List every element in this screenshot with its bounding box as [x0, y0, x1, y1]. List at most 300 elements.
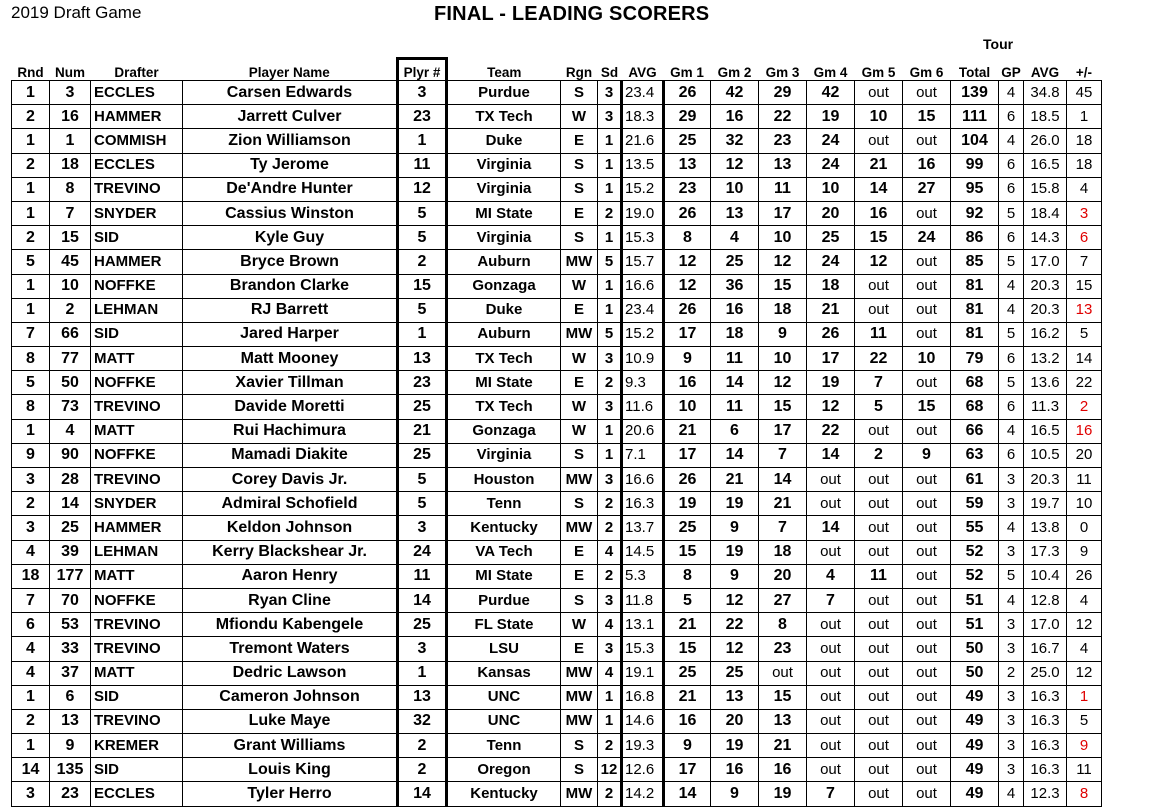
cell-gm3: 15 — [759, 685, 807, 709]
cell-player: Brandon Clarke — [183, 274, 398, 298]
cell-total: 95 — [951, 177, 999, 201]
column-header-gm2: Gm 2 — [717, 65, 752, 80]
table-row — [12, 347, 1102, 371]
cell-avg: 11.6 — [622, 395, 664, 419]
table-row — [12, 661, 1102, 685]
cell-pm: 45 — [1067, 81, 1102, 105]
cell-sd: 2 — [598, 734, 622, 758]
cell-gm2: 21 — [711, 468, 759, 492]
cell-gm6: out — [903, 516, 951, 540]
table-row — [12, 443, 1102, 467]
cell-gm5: 5 — [855, 395, 903, 419]
cell-avg: 20.6 — [622, 419, 664, 443]
cell-gm4: out — [807, 637, 855, 661]
cell-rnd: 1 — [12, 177, 50, 201]
cell-rnd: 14 — [12, 758, 50, 782]
cell-drafter: TREVINO — [91, 468, 183, 492]
table-row — [12, 177, 1102, 201]
cell-avg: 11.8 — [622, 588, 664, 612]
cell-gm2: 16 — [711, 298, 759, 322]
cell-gm1: 16 — [664, 371, 711, 395]
cell-plyr: 23 — [398, 105, 447, 129]
cell-rnd: 1 — [12, 274, 50, 298]
cell-gm5: 2 — [855, 443, 903, 467]
cell-rgn: MW — [561, 685, 598, 709]
cell-rgn: W — [561, 347, 598, 371]
cell-avg2: 11.3 — [1024, 395, 1067, 419]
cell-gm1: 26 — [664, 81, 711, 105]
cell-avg2: 10.4 — [1024, 564, 1067, 588]
cell-pm: 4 — [1067, 177, 1102, 201]
cell-total: 63 — [951, 443, 999, 467]
cell-plyr: 2 — [398, 734, 447, 758]
cell-gm2: 10 — [711, 177, 759, 201]
cell-gm3: 12 — [759, 371, 807, 395]
cell-num: 8 — [50, 177, 91, 201]
cell-rnd: 1 — [12, 129, 50, 153]
cell-gm1: 9 — [664, 734, 711, 758]
cell-rnd: 5 — [12, 250, 50, 274]
cell-team: MI State — [447, 564, 561, 588]
cell-gm1: 10 — [664, 395, 711, 419]
cell-gp: 4 — [999, 274, 1024, 298]
cell-gm6: out — [903, 371, 951, 395]
cell-rnd: 7 — [12, 322, 50, 346]
cell-avg2: 34.8 — [1024, 81, 1067, 105]
cell-team: Auburn — [447, 250, 561, 274]
cell-drafter: LEHMAN — [91, 298, 183, 322]
cell-gp: 3 — [999, 685, 1024, 709]
cell-pm: 10 — [1067, 492, 1102, 516]
cell-avg: 13.5 — [622, 153, 664, 177]
cell-num: 66 — [50, 322, 91, 346]
cell-gm5: 7 — [855, 371, 903, 395]
cell-sd: 3 — [598, 588, 622, 612]
cell-gm2: 20 — [711, 709, 759, 733]
cell-gm3: 17 — [759, 201, 807, 225]
cell-gm4: 7 — [807, 588, 855, 612]
table-row — [12, 468, 1102, 492]
cell-rnd: 1 — [12, 734, 50, 758]
cell-avg2: 16.3 — [1024, 758, 1067, 782]
cell-plyr: 23 — [398, 371, 447, 395]
table-row — [12, 250, 1102, 274]
cell-avg: 15.2 — [622, 322, 664, 346]
cell-team: Duke — [447, 298, 561, 322]
cell-total: 139 — [951, 81, 999, 105]
cell-rgn: MW — [561, 468, 598, 492]
cell-sd: 4 — [598, 661, 622, 685]
cell-drafter: ECCLES — [91, 153, 183, 177]
cell-num: 9 — [50, 734, 91, 758]
cell-rnd: 4 — [12, 637, 50, 661]
cell-gm3: 14 — [759, 468, 807, 492]
cell-avg2: 14.3 — [1024, 226, 1067, 250]
cell-total: 111 — [951, 105, 999, 129]
cell-rgn: S — [561, 492, 598, 516]
cell-gm4: 24 — [807, 250, 855, 274]
cell-player: Zion Williamson — [183, 129, 398, 153]
table-row — [12, 564, 1102, 588]
cell-gm2: 19 — [711, 540, 759, 564]
cell-plyr: 21 — [398, 419, 447, 443]
cell-avg: 13.7 — [622, 516, 664, 540]
cell-team: Purdue — [447, 588, 561, 612]
table-row — [12, 298, 1102, 322]
cell-avg: 16.6 — [622, 274, 664, 298]
cell-rnd: 1 — [12, 685, 50, 709]
cell-gm1: 15 — [664, 540, 711, 564]
cell-avg2: 13.2 — [1024, 347, 1067, 371]
cell-num: 3 — [50, 81, 91, 105]
cell-gm5: 14 — [855, 177, 903, 201]
cell-gm1: 9 — [664, 347, 711, 371]
cell-player: Jared Harper — [183, 322, 398, 346]
cell-total: 49 — [951, 758, 999, 782]
cell-total: 49 — [951, 734, 999, 758]
cell-num: 16 — [50, 105, 91, 129]
cell-num: 37 — [50, 661, 91, 685]
cell-gm4: out — [807, 734, 855, 758]
cell-player: De'Andre Hunter — [183, 177, 398, 201]
cell-avg2: 16.5 — [1024, 419, 1067, 443]
cell-rgn: MW — [561, 250, 598, 274]
cell-drafter: TREVINO — [91, 395, 183, 419]
cell-rgn: E — [561, 201, 598, 225]
cell-player: Luke Maye — [183, 709, 398, 733]
cell-gm4: 12 — [807, 395, 855, 419]
cell-drafter: SID — [91, 322, 183, 346]
cell-gm6: 9 — [903, 443, 951, 467]
cell-num: 18 — [50, 153, 91, 177]
cell-team: UNC — [447, 709, 561, 733]
cell-gp: 3 — [999, 637, 1024, 661]
cell-gm4: 19 — [807, 371, 855, 395]
cell-num: 25 — [50, 516, 91, 540]
cell-team: Tenn — [447, 492, 561, 516]
cell-avg2: 19.7 — [1024, 492, 1067, 516]
cell-avg: 16.3 — [622, 492, 664, 516]
cell-drafter: COMMISH — [91, 129, 183, 153]
cell-total: 51 — [951, 588, 999, 612]
table-row — [12, 613, 1102, 637]
cell-team: Oregon — [447, 758, 561, 782]
cell-gm5: out — [855, 709, 903, 733]
cell-gm3: 11 — [759, 177, 807, 201]
cell-plyr: 3 — [398, 637, 447, 661]
cell-rnd: 3 — [12, 782, 50, 806]
cell-avg2: 25.0 — [1024, 661, 1067, 685]
cell-gm3: 10 — [759, 347, 807, 371]
cell-drafter: SID — [91, 685, 183, 709]
cell-avg2: 20.3 — [1024, 468, 1067, 492]
cell-team: TX Tech — [447, 347, 561, 371]
cell-gp: 2 — [999, 661, 1024, 685]
cell-gm1: 16 — [664, 709, 711, 733]
cell-pm: 18 — [1067, 153, 1102, 177]
cell-avg: 15.3 — [622, 637, 664, 661]
table-row — [12, 734, 1102, 758]
cell-avg: 23.4 — [622, 81, 664, 105]
cell-rgn: MW — [561, 709, 598, 733]
cell-rgn: E — [561, 540, 598, 564]
cell-gm2: 25 — [711, 250, 759, 274]
cell-plyr: 12 — [398, 177, 447, 201]
cell-num: 1 — [50, 129, 91, 153]
cell-total: 55 — [951, 516, 999, 540]
cell-drafter: NOFFKE — [91, 443, 183, 467]
table-row — [12, 153, 1102, 177]
cell-avg2: 16.7 — [1024, 637, 1067, 661]
cell-gm5: out — [855, 637, 903, 661]
column-header-rgn: Rgn — [565, 65, 593, 80]
cell-gp: 6 — [999, 395, 1024, 419]
cell-total: 79 — [951, 347, 999, 371]
cell-sd: 1 — [598, 177, 622, 201]
table-row — [12, 492, 1102, 516]
cell-plyr: 14 — [398, 782, 447, 806]
cell-gp: 4 — [999, 298, 1024, 322]
cell-player: Admiral Schofield — [183, 492, 398, 516]
cell-gm6: out — [903, 81, 951, 105]
cell-gm3: 7 — [759, 443, 807, 467]
cell-gm5: out — [855, 588, 903, 612]
cell-gm3: 21 — [759, 492, 807, 516]
cell-rgn: E — [561, 637, 598, 661]
cell-total: 92 — [951, 201, 999, 225]
table-row — [12, 419, 1102, 443]
cell-avg2: 13.8 — [1024, 516, 1067, 540]
cell-avg2: 10.5 — [1024, 443, 1067, 467]
cell-player: Tyler Herro — [183, 782, 398, 806]
cell-sd: 2 — [598, 564, 622, 588]
cell-gm6: out — [903, 419, 951, 443]
cell-avg: 14.6 — [622, 709, 664, 733]
cell-total: 86 — [951, 226, 999, 250]
cell-total: 81 — [951, 274, 999, 298]
cell-sd: 12 — [598, 758, 622, 782]
cell-gm1: 25 — [664, 129, 711, 153]
cell-rgn: E — [561, 564, 598, 588]
cell-gm4: 18 — [807, 274, 855, 298]
cell-pm: 8 — [1067, 782, 1102, 806]
cell-rnd: 3 — [12, 516, 50, 540]
table-row — [12, 637, 1102, 661]
cell-drafter: TREVINO — [91, 177, 183, 201]
cell-gm6: 27 — [903, 177, 951, 201]
cell-num: 13 — [50, 709, 91, 733]
cell-gm4: out — [807, 709, 855, 733]
cell-total: 104 — [951, 129, 999, 153]
table-row — [12, 322, 1102, 346]
cell-gm2: 19 — [711, 734, 759, 758]
cell-gm5: out — [855, 782, 903, 806]
column-header-avg2: AVG — [1030, 65, 1060, 80]
cell-gm4: 14 — [807, 516, 855, 540]
cell-pm: 9 — [1067, 540, 1102, 564]
cell-total: 49 — [951, 685, 999, 709]
cell-sd: 1 — [598, 685, 622, 709]
cell-gm5: out — [855, 758, 903, 782]
cell-rgn: S — [561, 443, 598, 467]
cell-gm2: 22 — [711, 613, 759, 637]
cell-rgn: E — [561, 371, 598, 395]
cell-team: FL State — [447, 613, 561, 637]
cell-gm6: out — [903, 709, 951, 733]
cell-gm4: 22 — [807, 419, 855, 443]
cell-drafter: TREVINO — [91, 637, 183, 661]
cell-gp: 4 — [999, 81, 1024, 105]
table-row — [12, 274, 1102, 298]
cell-rgn: S — [561, 153, 598, 177]
table-row — [12, 395, 1102, 419]
cell-gp: 5 — [999, 371, 1024, 395]
cell-gm2: 12 — [711, 153, 759, 177]
cell-gm1: 17 — [664, 443, 711, 467]
cell-gm3: 22 — [759, 105, 807, 129]
cell-total: 99 — [951, 153, 999, 177]
cell-gm2: 19 — [711, 492, 759, 516]
cell-num: 135 — [50, 758, 91, 782]
cell-sd: 1 — [598, 443, 622, 467]
cell-player: Grant Williams — [183, 734, 398, 758]
cell-gm5: 11 — [855, 322, 903, 346]
cell-player: RJ Barrett — [183, 298, 398, 322]
cell-gm6: out — [903, 274, 951, 298]
cell-pm: 1 — [1067, 105, 1102, 129]
cell-sd: 1 — [598, 419, 622, 443]
cell-pm: 12 — [1067, 661, 1102, 685]
cell-rgn: W — [561, 419, 598, 443]
cell-gm5: out — [855, 492, 903, 516]
cell-gm6: 10 — [903, 347, 951, 371]
cell-team: Kentucky — [447, 516, 561, 540]
doc-title: 2019 Draft Game — [11, 3, 142, 22]
cell-avg2: 18.5 — [1024, 105, 1067, 129]
cell-drafter: TREVINO — [91, 613, 183, 637]
cell-avg: 13.1 — [622, 613, 664, 637]
cell-rgn: E — [561, 298, 598, 322]
table-row — [12, 105, 1102, 129]
cell-total: 61 — [951, 468, 999, 492]
cell-rnd: 2 — [12, 105, 50, 129]
cell-plyr: 5 — [398, 468, 447, 492]
cell-gm1: 25 — [664, 516, 711, 540]
cell-gm5: out — [855, 540, 903, 564]
cell-player: Xavier Tillman — [183, 371, 398, 395]
cell-gm3: out — [759, 661, 807, 685]
cell-plyr: 2 — [398, 250, 447, 274]
cell-gm1: 5 — [664, 588, 711, 612]
cell-num: 177 — [50, 564, 91, 588]
cell-plyr: 1 — [398, 129, 447, 153]
cell-gm2: 12 — [711, 637, 759, 661]
cell-gm5: out — [855, 613, 903, 637]
cell-gp: 4 — [999, 588, 1024, 612]
cell-gm5: out — [855, 734, 903, 758]
cell-gm1: 14 — [664, 782, 711, 806]
cell-player: Davide Moretti — [183, 395, 398, 419]
column-header-drafter: Drafter — [114, 65, 159, 80]
column-header-gm6: Gm 6 — [909, 65, 944, 80]
cell-gm4: out — [807, 468, 855, 492]
cell-gm3: 10 — [759, 226, 807, 250]
cell-gp: 6 — [999, 153, 1024, 177]
cell-gm3: 18 — [759, 540, 807, 564]
cell-drafter: NOFFKE — [91, 371, 183, 395]
cell-rnd: 1 — [12, 81, 50, 105]
cell-plyr: 1 — [398, 661, 447, 685]
cell-num: 2 — [50, 298, 91, 322]
cell-team: Kansas — [447, 661, 561, 685]
cell-rgn: MW — [561, 322, 598, 346]
cell-sd: 1 — [598, 153, 622, 177]
cell-gm6: out — [903, 685, 951, 709]
cell-gm2: 18 — [711, 322, 759, 346]
cell-avg2: 12.8 — [1024, 588, 1067, 612]
cell-gm4: 42 — [807, 81, 855, 105]
cell-avg2: 16.3 — [1024, 685, 1067, 709]
cell-pm: 16 — [1067, 419, 1102, 443]
cell-gm5: out — [855, 274, 903, 298]
cell-player: Cassius Winston — [183, 201, 398, 225]
cell-pm: 1 — [1067, 685, 1102, 709]
cell-player: Ty Jerome — [183, 153, 398, 177]
cell-avg: 14.5 — [622, 540, 664, 564]
column-header-sd: Sd — [600, 65, 619, 80]
table-row — [12, 201, 1102, 225]
cell-gm1: 8 — [664, 226, 711, 250]
cell-team: Duke — [447, 129, 561, 153]
table-row — [12, 782, 1102, 806]
header-row — [12, 59, 1102, 81]
table-row — [12, 81, 1102, 105]
cell-avg: 14.2 — [622, 782, 664, 806]
cell-pm: 5 — [1067, 709, 1102, 733]
cell-gp: 5 — [999, 564, 1024, 588]
cell-gm5: 22 — [855, 347, 903, 371]
cell-gm1: 12 — [664, 274, 711, 298]
cell-rgn: MW — [561, 782, 598, 806]
cell-gm2: 9 — [711, 516, 759, 540]
cell-gm2: 9 — [711, 564, 759, 588]
cell-rnd: 5 — [12, 371, 50, 395]
cell-rgn: W — [561, 395, 598, 419]
cell-plyr: 1 — [398, 322, 447, 346]
cell-gm3: 18 — [759, 298, 807, 322]
cell-gm1: 17 — [664, 758, 711, 782]
cell-pm: 20 — [1067, 443, 1102, 467]
cell-gm2: 4 — [711, 226, 759, 250]
cell-drafter: SNYDER — [91, 492, 183, 516]
cell-gm3: 19 — [759, 782, 807, 806]
cell-team: Gonzaga — [447, 419, 561, 443]
cell-team: Gonzaga — [447, 274, 561, 298]
cell-gm4: 20 — [807, 201, 855, 225]
cell-sd: 1 — [598, 274, 622, 298]
column-header-gm5: Gm 5 — [861, 65, 896, 80]
cell-num: 70 — [50, 588, 91, 612]
cell-total: 49 — [951, 709, 999, 733]
cell-gm4: out — [807, 758, 855, 782]
table-row — [12, 129, 1102, 153]
cell-sd: 1 — [598, 226, 622, 250]
cell-gm5: out — [855, 298, 903, 322]
cell-gm2: 42 — [711, 81, 759, 105]
cell-plyr: 14 — [398, 588, 447, 612]
cell-gm4: 10 — [807, 177, 855, 201]
cell-gm6: out — [903, 540, 951, 564]
